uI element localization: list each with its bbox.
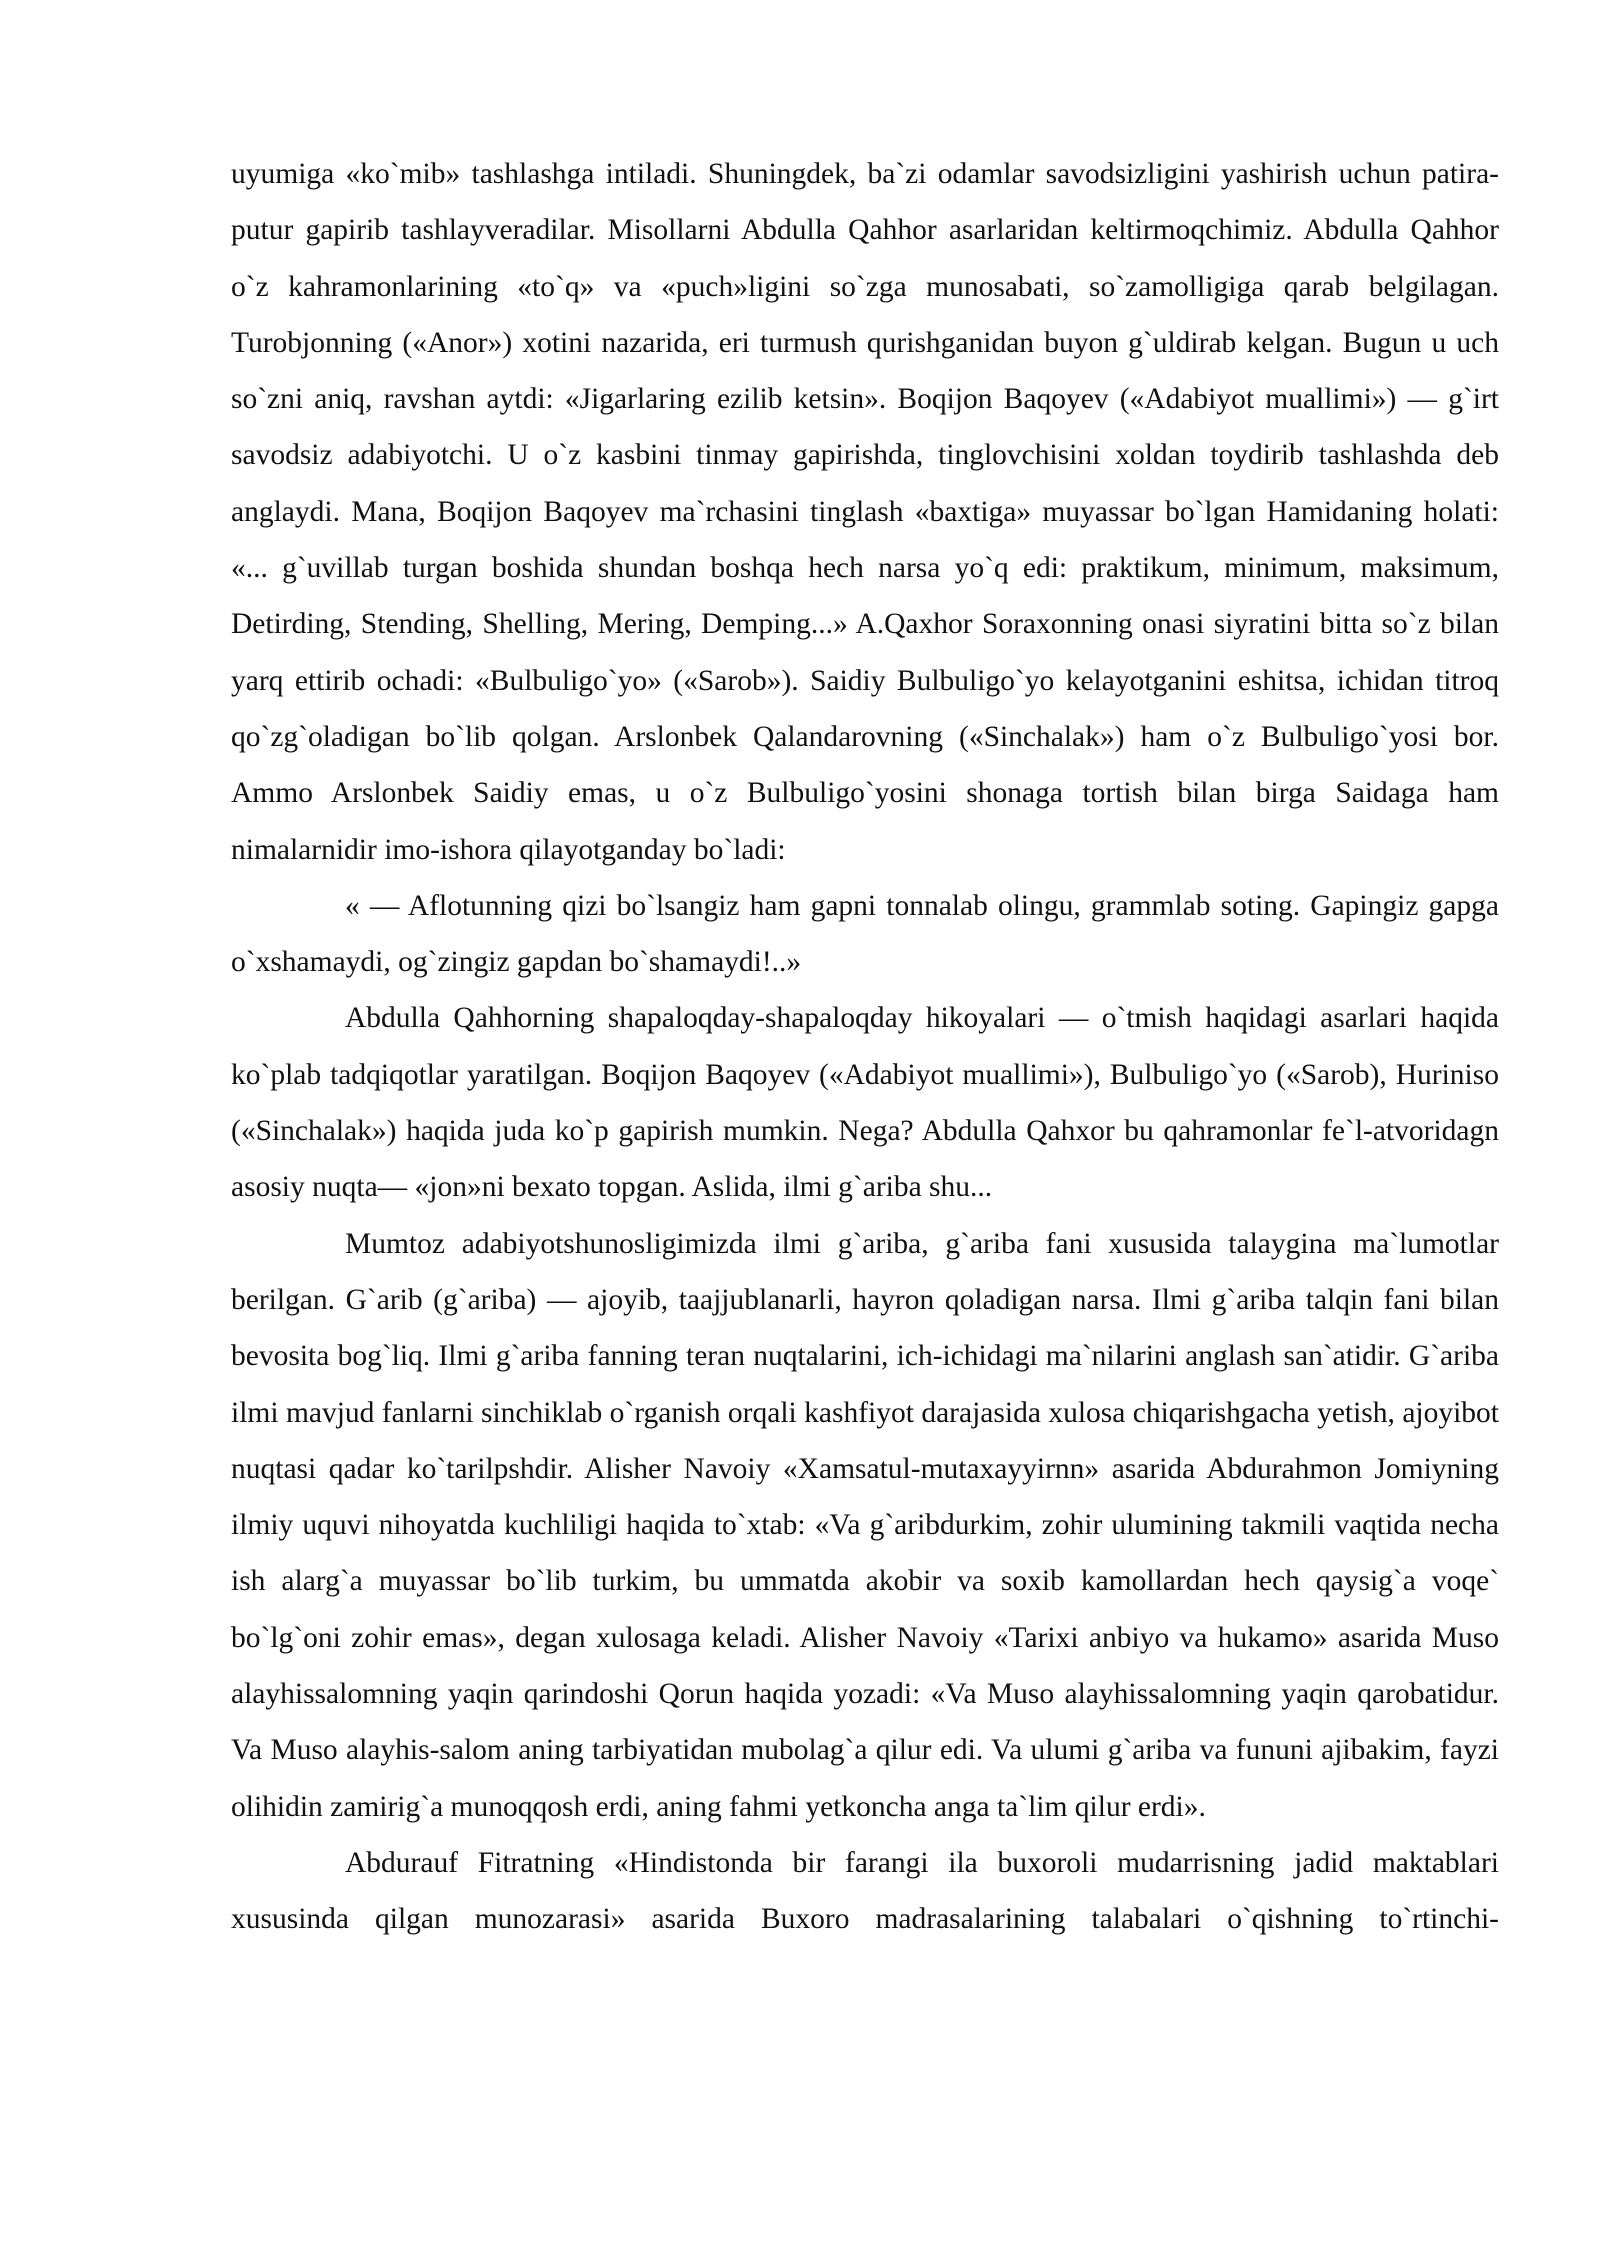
paragraph-4: Mumtoz adabiyotshunosligimizda ilmi g`ariba, g`ariba fani xususida talaygina ma`lumotlar berilgan. G`arib (g`ariba) — ajoyib, taajjublanarli, hayron qoladigan narsa. Ilmi g`ariba talqin fani bilan bevosita bog`liq. Ilmi g`ariba fanning teran nuqtalarini, ich-ichidagi ma`nilarini anglash san`atidir. G`ariba ilmi mavjud fanlarni sinchiklab o`rganish orqali kashfiyot darajasida xulosa chiqarishgacha yetish, ajoyibot nuqtasi qadar ko`tarilpshdir. Alisher Navoiy «Xamsatul-mutaxayyirnn» asarida Abdurahmon Jomiyning ilmiy uquvi nihoyatda kuchliligi haqida to`xtab: «Va g`aribdurkim, zohir ulumining takmili vaqtida necha ish alarg`a muyassar bo`lib turkim, bu ummatda akobir va soxib kamollardan hech qaysig`a voqe` bo`lg`oni zohir emas», degan xulosaga keladi. Alisher Navoiy «Tarixi anbiyo va hukamo» asarida Muso alayhissalomning yaqin qarindoshi Qorun haqida yozadi: «Va Muso alayhissalomning yaqin qarobatidur. Va Muso alayhis-salom aning tarbiyatidan mubolag`a qilur edi. Va ulumi g`ariba va fununi ajibakim, fayzi olihidin zamirig`a munoqqosh erdi, aning fahmi yetkoncha anga ta`lim qilur erdi». — [231, 1227, 1499, 1823]
paragraph-5: Abdurauf Fitratning «Hindistonda bir farangi ila buxoroli mudarrisning jadid maktablari xususinda qilgan munozarasi» asarida Buxoro madrasalarining talabalari o`qishning to`rtinchi- — [231, 1846, 1499, 1936]
paragraph-1: uyumiga «ko`mib» tashlashga intiladi. Shuningdek, ba`zi odamlar savodsizligini yashirish uchun patira-putur gapirib tashlayveradilar. Misollarni Abdulla Qahhor asarlaridan keltirmoqchimiz. Abdulla Qahhor o`z kahramonlarining «to`q» va «puch»ligini so`zga munosabati, so`zamolligiga qarab belgilagan. Turobjonning («Anor») xotini nazarida, eri turmush qurishganidan buyon g`uldirab kelgan. Bugun u uch so`zni aniq, ravshan aytdi: «Jigarlaring ezilib ketsin». Boqijon Baqoyev («Adabiyot muallimi») — g`irt savodsiz adabiyotchi. U o`z kasbini tinmay gapirishda, tinglovchisini xoldan toydirib tashlashda deb anglaydi. Mana, Boqijon Baqoyev ma`rchasini tinglash «baxtiga» muyassar bo`lgan Hamidaning holati: «... g`uvillab turgan boshida shundan boshqa hech narsa yo`q edi: praktikum, minimum, maksimum, Detirding, Stending, Shelling, Mering, Demping...» A.Qaxhor Soraxonning onasi siyratini bitta so`z bilan yarq ettirib ochadi: «Bulbuligo`yo» («Sarob»). Saidiy Bulbuligo`yo kelayotganini eshitsa, ichidan titroq qo`zg`oladigan bo`lib qolgan. Arslonbek Qalandarovning («Sinchalak») ham o`z Bulbuligo`yosi bor. Ammo Arslonbek Saidiy emas, u o`z Bulbuligo`yosini shonaga tortish bilan birga Saidaga ham nimalarnidir imo-ishora qilayotganday bo`ladi: — [231, 158, 1499, 866]
paragraph-3: Abdulla Qahhorning shapaloqday-shapaloqday hikoyalari — o`tmish haqidagi asarlari haqida ko`plab tadqiqotlar yaratilgan. Boqijon Baqoyev («Adabiyot muallimi»), Bulbuligo`yo («Sarob), Huriniso («Sinchalak») haqida juda ko`p gapirish mumkin. Nega? Abdulla Qahxor bu qahramonlar fe`l-atvoridagn asosiy nuqta— «jon»ni bexato topgan. Aslida, ilmi g`ariba shu... — [231, 1002, 1499, 1204]
paragraph-2-quote: « — Aflotunning qizi bo`lsangiz ham gapni tonnalab olingu, grammlab soting. Gapingiz gapga o`xshamaydi, og`zingiz gapdan bo`shamaydi!..» — [231, 889, 1499, 979]
document-body — [231, 146, 1499, 1948]
